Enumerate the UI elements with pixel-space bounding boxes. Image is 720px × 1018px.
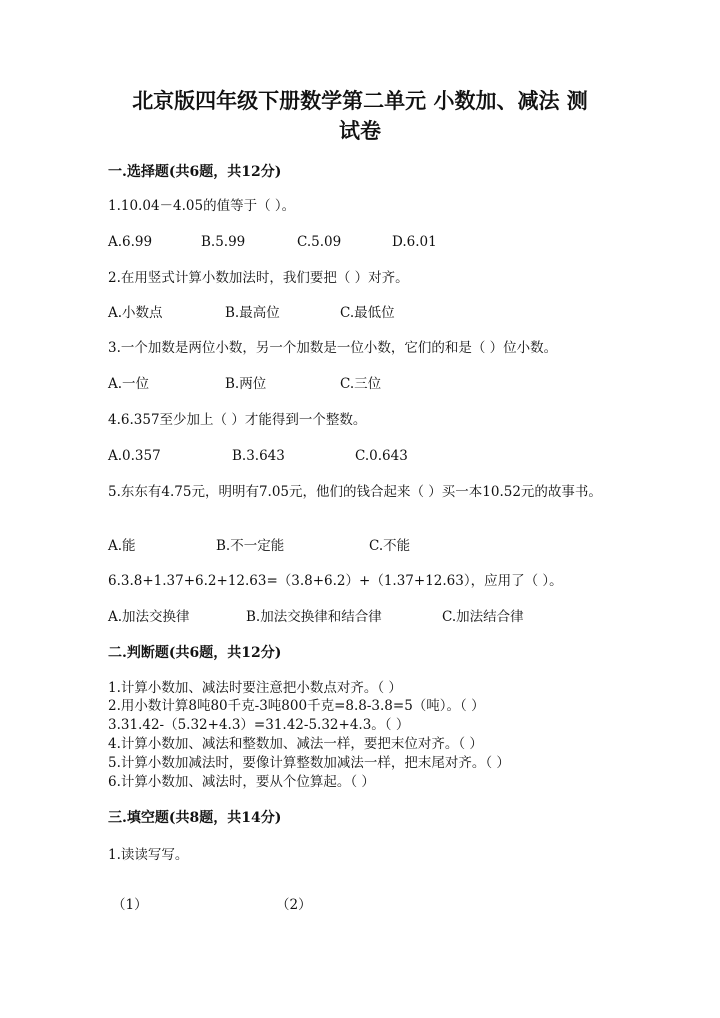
choice-question-1: 1.10.04－4.05的值等于（ ）。 bbox=[108, 198, 296, 214]
section-heading-choice: 一.选择题(共6题，共12分) bbox=[108, 164, 282, 180]
option-c: C.0.643 bbox=[355, 448, 408, 464]
fill-sub-2: （2） bbox=[276, 897, 312, 913]
option-b: B.3.643 bbox=[232, 448, 285, 464]
option-c: C.三位 bbox=[340, 376, 382, 392]
option-b: B.加法交换律和结合律 bbox=[246, 609, 382, 625]
option-a: A.0.357 bbox=[108, 448, 161, 464]
title-line-2: 试卷 bbox=[339, 118, 381, 143]
option-b: B.不一定能 bbox=[216, 538, 285, 554]
choice-question-3: 3.一个加数是两位小数，另一个加数是一位小数，它们的和是（ ）位小数。 bbox=[108, 340, 558, 356]
fill-sub-1: （1） bbox=[112, 897, 148, 913]
judge-item-2: 2.用小数计算8吨80千克-3吨800千克=8.8-3.8=5（吨）。（ ） bbox=[108, 698, 485, 714]
option-a: A.一位 bbox=[108, 376, 150, 392]
option-a: A.小数点 bbox=[108, 305, 163, 321]
option-c: C.5.09 bbox=[297, 234, 342, 250]
option-a: A.加法交换律 bbox=[108, 609, 190, 625]
judge-item-3: 3.31.42-（5.32+4.3）=31.42-5.32+4.3。（ ） bbox=[108, 717, 410, 733]
option-d: D.6.01 bbox=[392, 234, 437, 250]
section-heading-judge: 二.判断题(共6题，共12分) bbox=[108, 645, 282, 661]
choice-question-4: 4.6.357至少加上（ ）才能得到一个整数。 bbox=[108, 412, 367, 428]
section-heading-fill: 三.填空题(共8题，共14分) bbox=[108, 810, 282, 826]
option-c: C.最低位 bbox=[340, 305, 395, 321]
option-b: B.两位 bbox=[225, 376, 267, 392]
choice-question-6: 6.3.8+1.37+6.2+12.63=（3.8+6.2）+（1.37+12.63），应用了（ ）。 bbox=[108, 573, 563, 589]
option-b: B.最高位 bbox=[225, 305, 280, 321]
choice-question-2: 2.在用竖式计算小数加法时，我们要把（ ）对齐。 bbox=[108, 270, 409, 286]
page-title bbox=[100, 86, 620, 146]
choice-question-5: 5.东东有4.75元，明明有7.05元，他们的钱合起来（ ）买一本10.52元的故事书。 bbox=[108, 484, 602, 500]
judge-item-6: 6.计算小数加、减法时，要从个位算起。（ ） bbox=[108, 774, 375, 790]
option-b: B.5.99 bbox=[201, 234, 246, 250]
option-c: C.加法结合律 bbox=[442, 609, 524, 625]
judge-item-5: 5.计算小数加减法时，要像计算整数加减法一样，把末尾对齐。（ ） bbox=[108, 755, 510, 771]
option-a: A.能 bbox=[108, 538, 136, 554]
judge-item-4: 4.计算小数加、减法和整数加、减法一样，要把末位对齐。（ ） bbox=[108, 736, 483, 752]
title-line-1: 北京版四年级下册数学第二单元 小数加、减法 测 bbox=[132, 88, 588, 113]
fill-question-1: 1.读读写写。 bbox=[108, 847, 189, 863]
judge-item-1: 1.计算小数加、减法时要注意把小数点对齐。（ ） bbox=[108, 680, 402, 696]
option-c: C.不能 bbox=[369, 538, 411, 554]
option-a: A.6.99 bbox=[108, 234, 153, 250]
